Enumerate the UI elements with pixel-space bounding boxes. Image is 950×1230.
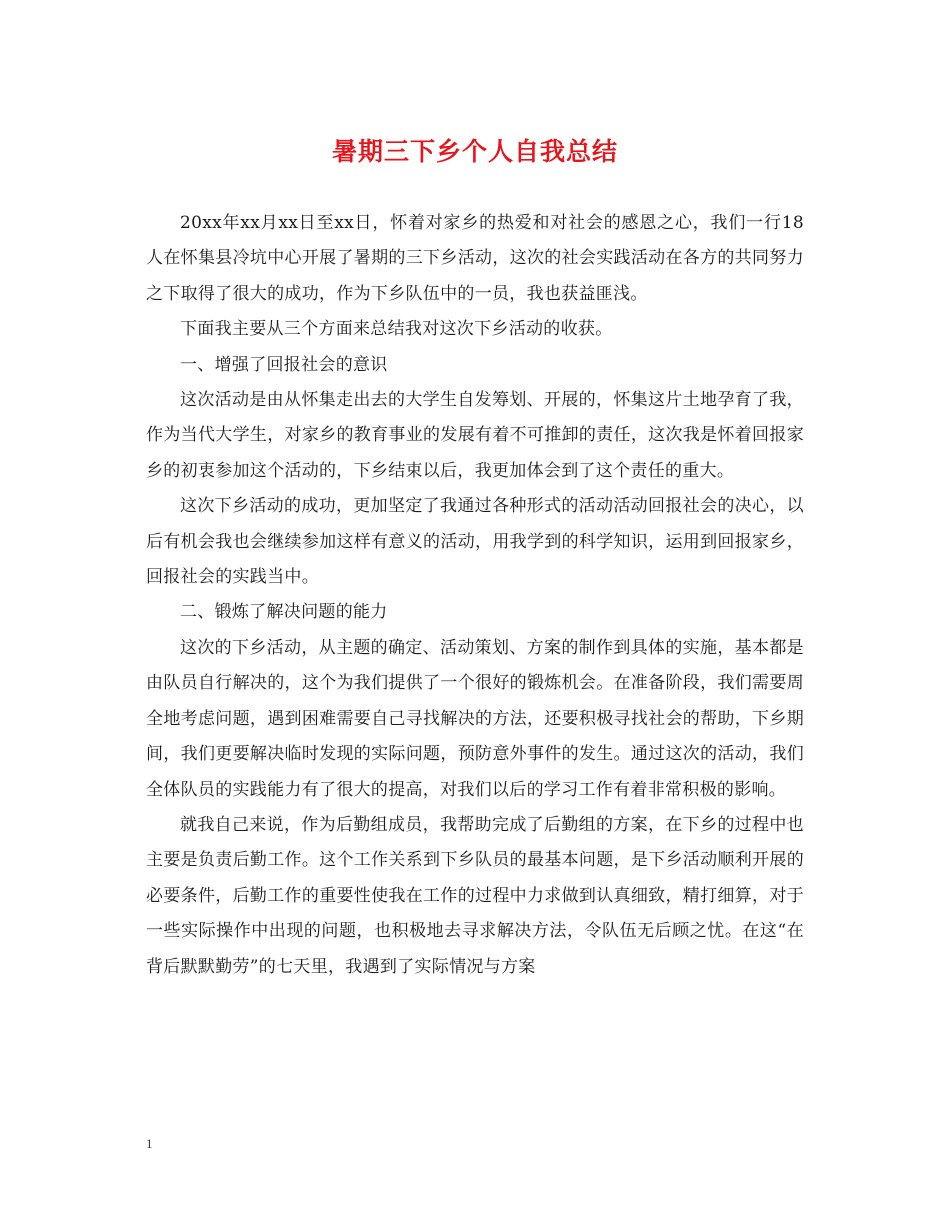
page-number: 1 xyxy=(146,1136,153,1151)
paragraph: 这次活动是由从怀集走出去的大学生自发筹划、开展的，怀集这片土地孕育了我，作为当代大学生，对家乡的教育事业的发展有着不可推卸的责任，这次我是怀着回报家乡的初衷参加这个活动的，下乡结束以后，我更加体会到了这个责任的重大。 xyxy=(146,390,804,481)
section-heading: 二、锻炼了解决问题的能力 xyxy=(180,602,388,623)
document-title: 暑期三下乡个人自我总结 xyxy=(331,137,618,166)
paragraph: 下面我主要从三个方面来总结我对这次下乡活动的收获。 xyxy=(180,319,613,340)
paragraph: 这次下乡活动的成功，更加坚定了我通过各种形式的活动活动回报社会的决心，以后有机会我也会继续参加这样有意义的活动，用我学到的科学知识，运用到回报家乡，回报社会的实践当中。 xyxy=(146,496,804,588)
document-body xyxy=(146,206,804,985)
paragraph: 就我自己来说，作为后勤组成员，我帮助完成了后勤组的方案，在下乡的过程中也主要是负责后勤工作。这个工作关系到下乡队员的最基本问题，是下乡活动顺利开展的必要条件，后勤工作的重要性使我在工作的过程中力求做到认真细致，精打细算，对于一些实际操作中出现的问题，也积极地去寻求解决方法，令队伍无后顾之忧。在这“在背后默默勤劳”的七天里，我遇到了实际情况与方案 xyxy=(146,814,804,977)
section-heading: 一、增强了回报社会的意识 xyxy=(180,354,388,375)
paragraph: 20xx年xx月xx日至xx日，怀着对家乡的热爱和对社会的感恩之心，我们一行18人在怀集县冷坑中心开展了暑期的三下乡活动，这次的社会实践活动在各方的共同努力之下取得了很大的成功，作为下乡队伍中的一员，我也获益匪浅。 xyxy=(146,213,804,304)
paragraph: 这次的下乡活动，从主题的确定、活动策划、方案的制作到具体的实施，基本都是由队员自行解决的，这个为我们提供了一个很好的锻炼机会。在准备阶段，我们需要周全地考虑问题，遇到困难需要自己寻找解决的方法，还要积极寻找社会的帮助，下乡期间，我们更要解决临时发现的实际问题，预防意外事件的发生。通过这次的活动，我们全体队员的实践能力有了很大的提高，对我们以后的学习工作有着非常积极的影响。 xyxy=(146,637,804,800)
